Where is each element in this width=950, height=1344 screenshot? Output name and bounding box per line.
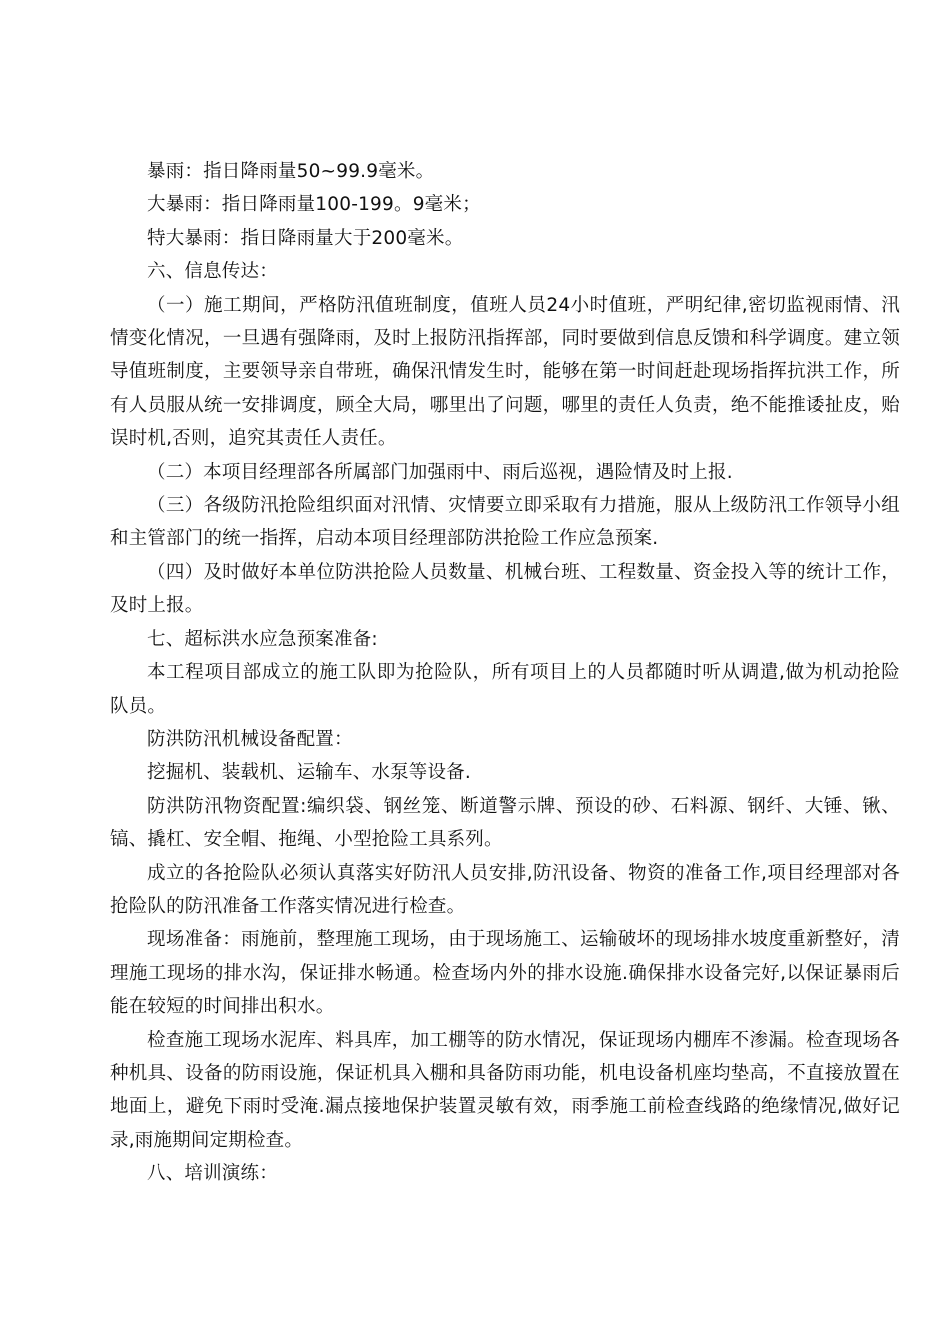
paragraph-extreme-rain: 特大暴雨：指日降雨量大于200毫米。 (147, 227, 464, 249)
paragraph-equipment-heading: 防洪防汛机械设备配置： (147, 728, 353, 750)
paragraph-inspection: 成立的各抢险队必须认真落实好防汛人员安排,防汛设备、物资的准备工作,项目经理部对各抢险队的防汛准备工作落实情况进行检查。 (110, 862, 900, 917)
paragraph-materials: 防洪防汛物资配置:编织袋、钢丝笼、断道警示牌、预设的砂、石料源、钢纤、大锤、锹、镐、撬杠、安全帽、拖绳、小型抢险工具系列。 (110, 795, 900, 851)
paragraph-emergency-measures: （三）各级防汛抢险组织面对汛情、灾情要立即采取有力措施，服从上级防汛工作领导小组和主管部门的统一指挥，启动本项目经理部防洪抢险工作应急预案. (110, 495, 900, 550)
section-heading-information: 六、信息传达： (147, 261, 278, 283)
paragraph-statistics: （四）及时做好本单位防洪抢险人员数量、机械台班、工程数量、资金投入等的统计工作，及时上报。 (110, 561, 900, 617)
paragraph-equipment-list: 挖掘机、装载机、运输车、水泵等设备. (147, 762, 471, 784)
section-heading-flood-plan: 七、超标洪水应急预案准备: (147, 628, 378, 650)
paragraph-waterproof-check: 检查施工现场水泥库、料具库，加工棚等的防水情况，保证现场内棚库不渗漏。检查现场各种机具、设备的防雨设施，保证机具入棚和具备防雨功能，机电设备机座均垫高，不直接放置在地面上，避免下雨时受淹.漏点接地保护装置灵敏有效，雨季施工前检查线路的绝缘情况,做好记录,雨施期间定期检查。 (110, 1029, 900, 1151)
paragraph-torrential-rain: 大暴雨：指日降雨量100-199。9毫米； (147, 194, 481, 216)
paragraph-duty-system: （一）施工期间，严格防汛值班制度，值班人员24小时值班，严明纪律,密切监视雨情、汛情变化情况，一旦遇有强降雨，及时上报防汛指挥部，同时要做到信息反馈和科学调度。建立领导值班制度，主要领导亲自带班，确保汛情发生时，能够在第一时间赶赴现场指挥抗洪工作，所有人员服从统一安排调度，顾全大局，哪里出了问题，哪里的责任人负责，绝不能推诿扯皮，贻误时机,否则，追究其责任人责任。 (110, 294, 900, 450)
section-heading-training: 八、培训演练： (147, 1163, 278, 1185)
document-body (110, 155, 900, 1191)
paragraph-site-preparation: 现场准备：雨施前，整理施工现场，由于现场施工、运输破坏的现场排水坡度重新整好，清理施工现场的排水沟，保证排水畅通。检查场内外的排水设施.确保排水设备完好,以保证暴雨后能在较短的时间排出积水。 (110, 929, 900, 1018)
paragraph-rescue-team: 本工程项目部成立的施工队即为抢险队，所有项目上的人员都随时听从调遣,做为机动抢险队员。 (110, 662, 900, 717)
paragraph-patrol: （二）本项目经理部各所属部门加强雨中、雨后巡视，遇险情及时上报. (147, 461, 733, 483)
paragraph-heavy-rain: 暴雨：指日降雨量50~99.9毫米。 (147, 161, 435, 182)
